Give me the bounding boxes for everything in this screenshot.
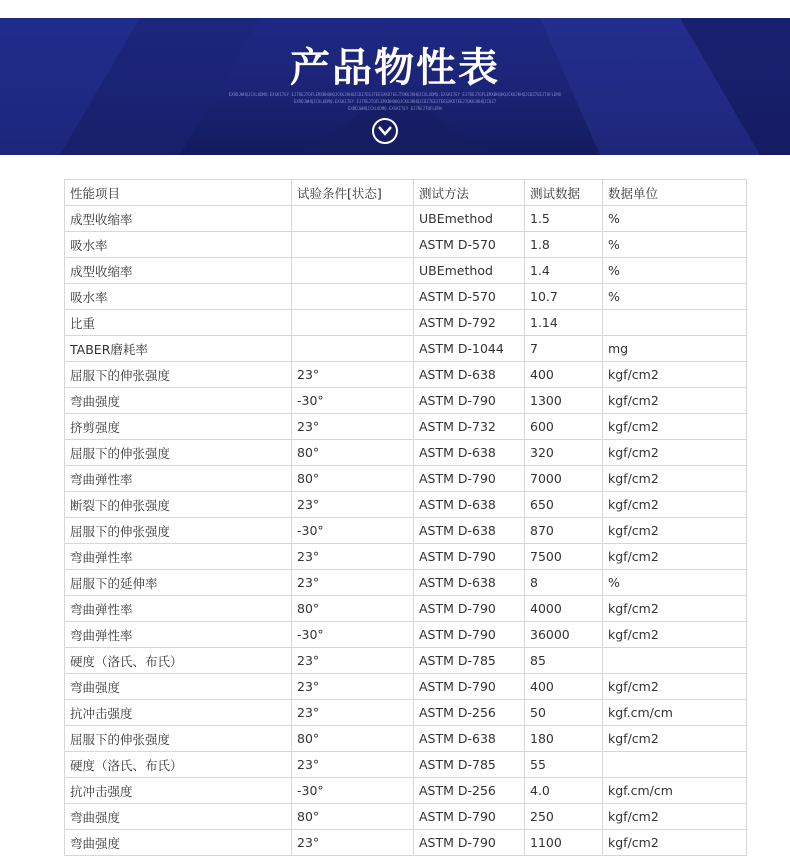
unit-cell: kgf/cm2 (603, 440, 747, 466)
unit-cell: % (603, 258, 747, 284)
table-row (65, 362, 747, 388)
condition-cell: 80° (292, 726, 414, 752)
property-cell: 弯曲弹性率 (65, 596, 292, 622)
unit-cell: kgf.cm/cm (603, 778, 747, 804)
property-cell: 弯曲强度 (65, 804, 292, 830)
banner-fine-text-2: EXRDJWHQJCXLUDMQ.EXSKI7EY EJ7REJTOFLEMXBHQHQJCKUJKHQJCDZ7EEJTEESXKD7EEJTOKUJKHQJCDZ7 (293, 99, 497, 104)
method-cell: ASTM D-790 (414, 388, 525, 414)
property-cell: 屈服下的伸张强度 (65, 440, 292, 466)
condition-cell: 23° (292, 570, 414, 596)
method-cell: ASTM D-790 (414, 830, 525, 856)
condition-cell (292, 310, 414, 336)
value-cell: 85 (525, 648, 603, 674)
value-cell: 600 (525, 414, 603, 440)
table-row (65, 466, 747, 492)
value-cell: 7 (525, 336, 603, 362)
property-cell: 抗冲击强度 (65, 778, 292, 804)
condition-cell: -30° (292, 622, 414, 648)
method-cell: ASTM D-638 (414, 492, 525, 518)
condition-cell: 23° (292, 414, 414, 440)
header-banner (0, 0, 790, 155)
property-cell: 弯曲弹性率 (65, 466, 292, 492)
property-cell: 弯曲弹性率 (65, 622, 292, 648)
method-cell: ASTM D-638 (414, 726, 525, 752)
unit-cell: kgf/cm2 (603, 804, 747, 830)
table-row (65, 804, 747, 830)
method-cell: ASTM D-256 (414, 700, 525, 726)
property-cell: 屈服下的伸张强度 (65, 726, 292, 752)
method-cell: ASTM D-785 (414, 752, 525, 778)
value-cell: 180 (525, 726, 603, 752)
table-row (65, 544, 747, 570)
property-cell: 弯曲强度 (65, 674, 292, 700)
condition-cell: 23° (292, 362, 414, 388)
property-cell: 成型收缩率 (65, 258, 292, 284)
table-row (65, 648, 747, 674)
condition-cell: 23° (292, 544, 414, 570)
unit-cell: % (603, 206, 747, 232)
unit-cell: % (603, 232, 747, 258)
condition-cell (292, 206, 414, 232)
method-cell: ASTM D-792 (414, 310, 525, 336)
table-row (65, 284, 747, 310)
property-cell: 抗冲击强度 (65, 700, 292, 726)
table-row (65, 830, 747, 856)
value-cell: 4.0 (525, 778, 603, 804)
condition-cell: 80° (292, 596, 414, 622)
column-header: 测试数据 (525, 180, 603, 206)
unit-cell: kgf/cm2 (603, 414, 747, 440)
value-cell: 1.8 (525, 232, 603, 258)
property-cell: TABER磨耗率 (65, 336, 292, 362)
table-row (65, 232, 747, 258)
value-cell: 870 (525, 518, 603, 544)
banner-fine-text-1: EXRDJWHQJCXLUDMQ.EXSKI7EY EJ7REJTOFLEMXBHQHQJCKUJKHQJCDZ7EEJTEESXKD7EEJTOKUJKHQJCXLUDMQ.EXSKI7EY EJ7REJTOFLEMXBHQHQJCKUJKHQJCDZ7EEJTOFLEMX (228, 92, 562, 97)
method-cell: ASTM D-790 (414, 544, 525, 570)
method-cell: ASTM D-790 (414, 804, 525, 830)
page-title: 产品物性表 (290, 45, 500, 91)
condition-cell: -30° (292, 388, 414, 414)
method-cell: UBEmethod (414, 258, 525, 284)
property-cell: 弯曲强度 (65, 388, 292, 414)
property-cell: 成型收缩率 (65, 206, 292, 232)
value-cell: 1.4 (525, 258, 603, 284)
column-header: 测试方法 (414, 180, 525, 206)
unit-cell: kgf/cm2 (603, 596, 747, 622)
table-row (65, 778, 747, 804)
table-row (65, 622, 747, 648)
unit-cell: kgf/cm2 (603, 492, 747, 518)
unit-cell: kgf.cm/cm (603, 700, 747, 726)
method-cell: ASTM D-732 (414, 414, 525, 440)
table-row (65, 258, 747, 284)
condition-cell: 80° (292, 804, 414, 830)
property-cell: 吸水率 (65, 232, 292, 258)
condition-cell: 23° (292, 700, 414, 726)
method-cell: ASTM D-1044 (414, 336, 525, 362)
method-cell: ASTM D-638 (414, 362, 525, 388)
value-cell: 1.14 (525, 310, 603, 336)
method-cell: ASTM D-256 (414, 778, 525, 804)
condition-cell: -30° (292, 778, 414, 804)
value-cell: 400 (525, 362, 603, 388)
banner-fine-text-3: EXRDJWHQJCXLUDMQ.EXSKI7EY EJ7REJTOFLEMX (348, 106, 442, 111)
method-cell: ASTM D-570 (414, 232, 525, 258)
value-cell: 250 (525, 804, 603, 830)
property-cell: 屈服下的延伸率 (65, 570, 292, 596)
column-header: 数据单位 (603, 180, 747, 206)
chevron-down-circle-icon[interactable] (372, 118, 398, 144)
condition-cell: 80° (292, 466, 414, 492)
condition-cell: 23° (292, 752, 414, 778)
property-cell: 弯曲强度 (65, 830, 292, 856)
unit-cell: kgf/cm2 (603, 518, 747, 544)
condition-cell: 23° (292, 492, 414, 518)
column-header: 试验条件[状态] (292, 180, 414, 206)
table-row (65, 206, 747, 232)
value-cell: 50 (525, 700, 603, 726)
table-row (65, 518, 747, 544)
banner-top-strip (0, 0, 790, 18)
method-cell: ASTM D-638 (414, 518, 525, 544)
table-row (65, 310, 747, 336)
unit-cell (603, 310, 747, 336)
condition-cell: 80° (292, 440, 414, 466)
unit-cell (603, 648, 747, 674)
unit-cell: kgf/cm2 (603, 466, 747, 492)
value-cell: 1.5 (525, 206, 603, 232)
unit-cell: kgf/cm2 (603, 674, 747, 700)
value-cell: 10.7 (525, 284, 603, 310)
table-row (65, 596, 747, 622)
property-cell: 弯曲弹性率 (65, 544, 292, 570)
value-cell: 1100 (525, 830, 603, 856)
method-cell: UBEmethod (414, 206, 525, 232)
condition-cell (292, 232, 414, 258)
condition-cell: 23° (292, 648, 414, 674)
column-header: 性能项目 (65, 180, 292, 206)
method-cell: ASTM D-790 (414, 622, 525, 648)
property-cell: 挤剪强度 (65, 414, 292, 440)
method-cell: ASTM D-785 (414, 648, 525, 674)
table-row (65, 752, 747, 778)
condition-cell (292, 258, 414, 284)
table-row (65, 726, 747, 752)
value-cell: 55 (525, 752, 603, 778)
property-cell: 硬度（洛氏、布氏） (65, 648, 292, 674)
unit-cell: mg (603, 336, 747, 362)
value-cell: 650 (525, 492, 603, 518)
value-cell: 320 (525, 440, 603, 466)
condition-cell: 23° (292, 830, 414, 856)
properties-table (64, 179, 747, 856)
condition-cell: -30° (292, 518, 414, 544)
table-row (65, 336, 747, 362)
unit-cell: kgf/cm2 (603, 388, 747, 414)
value-cell: 4000 (525, 596, 603, 622)
method-cell: ASTM D-790 (414, 596, 525, 622)
method-cell: ASTM D-638 (414, 440, 525, 466)
unit-cell: kgf/cm2 (603, 362, 747, 388)
method-cell: ASTM D-790 (414, 466, 525, 492)
unit-cell: kgf/cm2 (603, 622, 747, 648)
property-cell: 吸水率 (65, 284, 292, 310)
unit-cell: % (603, 570, 747, 596)
table-row (65, 700, 747, 726)
table-row (65, 440, 747, 466)
value-cell: 7500 (525, 544, 603, 570)
unit-cell: kgf/cm2 (603, 830, 747, 856)
condition-cell (292, 336, 414, 362)
property-cell: 比重 (65, 310, 292, 336)
condition-cell: 23° (292, 674, 414, 700)
table-row (65, 388, 747, 414)
method-cell: ASTM D-638 (414, 570, 525, 596)
table-row (65, 570, 747, 596)
property-cell: 硬度（洛氏、布氏） (65, 752, 292, 778)
unit-cell: kgf/cm2 (603, 544, 747, 570)
property-cell: 断裂下的伸张强度 (65, 492, 292, 518)
value-cell: 8 (525, 570, 603, 596)
property-cell: 屈服下的伸张强度 (65, 518, 292, 544)
unit-cell (603, 752, 747, 778)
value-cell: 1300 (525, 388, 603, 414)
unit-cell: % (603, 284, 747, 310)
value-cell: 7000 (525, 466, 603, 492)
property-cell: 屈服下的伸张强度 (65, 362, 292, 388)
method-cell: ASTM D-790 (414, 674, 525, 700)
table-row (65, 414, 747, 440)
table-row (65, 674, 747, 700)
value-cell: 400 (525, 674, 603, 700)
value-cell: 36000 (525, 622, 603, 648)
table-header-row (65, 180, 747, 206)
method-cell: ASTM D-570 (414, 284, 525, 310)
condition-cell (292, 284, 414, 310)
unit-cell: kgf/cm2 (603, 726, 747, 752)
table-row (65, 492, 747, 518)
